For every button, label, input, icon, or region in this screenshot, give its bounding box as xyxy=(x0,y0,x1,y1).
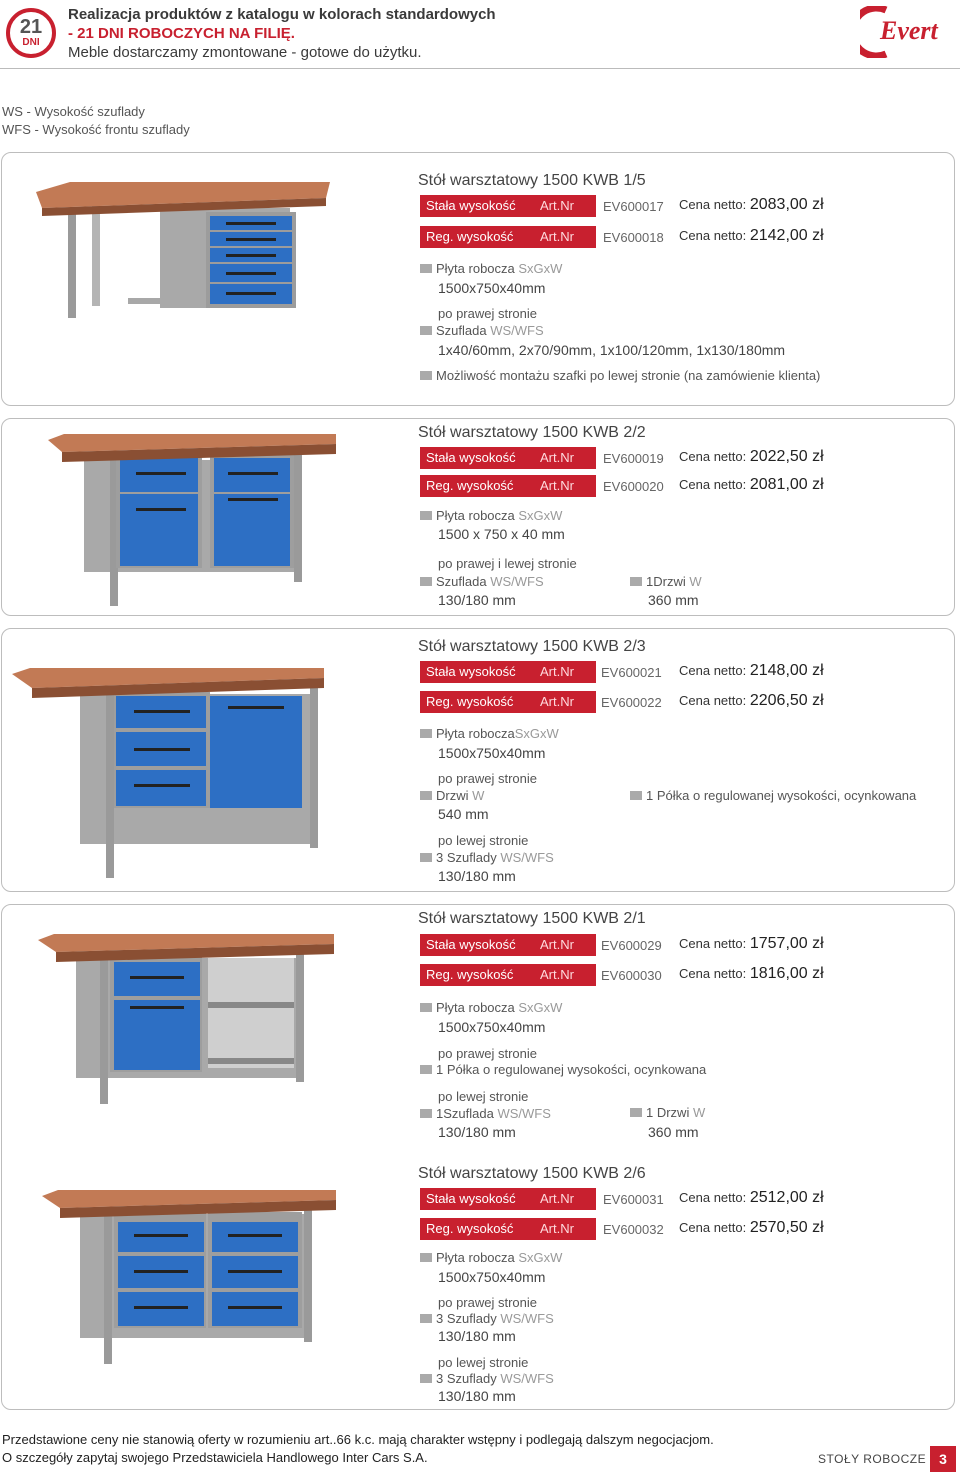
adjustable-height-badge xyxy=(420,1218,596,1240)
art-number-adjustable: EV600020 xyxy=(603,479,664,494)
worktop-dims: SxGxW xyxy=(518,1250,563,1265)
badge-unit: DNI xyxy=(22,37,40,48)
worktop-dims: SxGxW xyxy=(518,1000,563,1015)
door-dims: W xyxy=(692,1105,706,1120)
bullet-icon xyxy=(420,1065,432,1074)
bullet-icon xyxy=(420,1003,432,1012)
drawer-size: 130/180 mm xyxy=(438,868,516,884)
fixed-height-badge xyxy=(420,447,596,469)
price-label: Cena netto: xyxy=(679,936,747,951)
side-right-label: po prawej stronie xyxy=(438,1295,537,1310)
price-fixed xyxy=(679,448,824,466)
product-title: Stół warsztatowy 1500 KWB 1/5 xyxy=(418,172,646,189)
worktop-label: Płyta robocza xyxy=(436,726,515,741)
price-value: 2022,50 zł xyxy=(749,448,824,465)
shelf-text: 1 Półka o regulowanej wysokości, ocynkowana xyxy=(646,788,917,803)
bench-1-5-image xyxy=(30,180,360,320)
product-title: Stół warsztatowy 1500 KWB 2/6 xyxy=(418,1165,646,1182)
drawer-right-spec xyxy=(420,1311,554,1326)
drawer-spec xyxy=(420,1106,551,1121)
footer-contact: O szczegóły zapytaj swojego Przedstawiciela Handlowego Inter Cars S.A. xyxy=(2,1450,428,1465)
side-right-label: po prawej stronie xyxy=(438,771,537,786)
drawer-dims: WS/WFS xyxy=(490,323,544,338)
worktop-size: 1500x750x40mm xyxy=(438,280,546,296)
price-label: Cena netto: xyxy=(679,966,747,981)
worktop-spec xyxy=(420,1250,562,1265)
side-left-label: po lewej stronie xyxy=(438,1089,529,1104)
worktop-spec xyxy=(420,261,562,276)
adjustable-height-badge xyxy=(420,226,596,248)
product-title: Stół warsztatowy 1500 KWB 2/3 xyxy=(418,638,646,655)
side-left-label: po lewej stronie xyxy=(438,833,529,848)
worktop-dims: SxGxW xyxy=(514,726,559,741)
drawer-right-size: 130/180 mm xyxy=(438,1328,516,1344)
price-value: 2083,00 zł xyxy=(749,196,824,213)
worktop-label: Płyta robocza xyxy=(436,261,515,276)
legend-wfs: WFS - Wysokość frontu szuflady xyxy=(2,122,190,137)
bullet-icon xyxy=(420,577,432,586)
side-label: po prawej stronie xyxy=(438,306,537,321)
drawer-left-spec xyxy=(420,1371,554,1386)
door-label: 1 Drzwi xyxy=(646,1105,690,1120)
brand-name: Evert xyxy=(880,16,938,45)
drawer-label: 3 Szuflady xyxy=(436,1371,497,1386)
header-divider xyxy=(0,68,960,69)
drawer-left-size: 130/180 mm xyxy=(438,1388,516,1404)
adjustable-height-badge xyxy=(420,475,596,497)
product-title: Stół warsztatowy 1500 KWB 2/1 xyxy=(418,910,646,927)
adjustable-height-badge xyxy=(420,691,596,713)
price-value: 2206,50 zł xyxy=(749,692,824,709)
fixed-height-label: Stała wysokość xyxy=(426,937,516,952)
art-nr-label: Art.Nr xyxy=(540,1191,574,1206)
drawer-spec xyxy=(420,850,554,865)
art-nr-label: Art.Nr xyxy=(540,229,574,244)
price-fixed xyxy=(679,1189,824,1207)
drawer-size: 130/180 mm xyxy=(438,1124,516,1140)
price-value: 2142,00 zł xyxy=(749,227,824,244)
art-nr-label: Art.Nr xyxy=(540,198,574,213)
door-label: 1Drzwi xyxy=(646,574,686,589)
bullet-icon xyxy=(630,577,642,586)
worktop-label: Płyta robocza xyxy=(436,1000,515,1015)
art-nr-label: Art.Nr xyxy=(540,1221,574,1236)
bullet-icon xyxy=(420,371,432,380)
price-label: Cena netto: xyxy=(679,197,747,212)
worktop-size: 1500 x 750 x 40 mm xyxy=(438,526,565,542)
price-fixed xyxy=(679,662,824,680)
drawer-dims: WS/WFS xyxy=(500,1311,554,1326)
drawer-dims: WS/WFS xyxy=(500,1371,554,1386)
door-spec xyxy=(630,574,702,589)
bench-2-2-image xyxy=(44,432,354,610)
art-number-fixed: EV600031 xyxy=(603,1192,664,1207)
footer-section: STOŁY ROBOCZE xyxy=(818,1452,927,1466)
worktop-label: Płyta robocza xyxy=(436,1250,515,1265)
header-line-1: Realizacja produktów z katalogu w kolorach standardowych xyxy=(68,6,496,23)
price-label: Cena netto: xyxy=(679,449,747,464)
art-nr-label: Art.Nr xyxy=(540,450,574,465)
price-fixed xyxy=(679,196,824,214)
art-number-adjustable: EV600032 xyxy=(603,1222,664,1237)
price-value: 2148,00 zł xyxy=(749,662,824,679)
bullet-icon xyxy=(630,791,642,800)
side-right-label: po prawej stronie xyxy=(438,1046,537,1061)
art-number-fixed: EV600019 xyxy=(603,451,664,466)
bench-2-1-image xyxy=(36,932,346,1108)
price-value: 1757,00 zł xyxy=(749,935,824,952)
drawer-dims: WS/WFS xyxy=(497,1106,551,1121)
worktop-spec xyxy=(420,726,559,741)
art-nr-label: Art.Nr xyxy=(540,478,574,493)
worktop-spec xyxy=(420,1000,562,1015)
bullet-icon xyxy=(420,729,432,738)
fixed-height-badge xyxy=(420,1188,596,1210)
price-label: Cena netto: xyxy=(679,663,747,678)
bullet-icon xyxy=(420,1374,432,1383)
bench-2-3-image xyxy=(10,666,340,880)
drawer-dims: WS/WFS xyxy=(500,850,554,865)
bullet-icon xyxy=(420,264,432,273)
adj-height-label: Reg. wysokość xyxy=(426,967,514,982)
art-number-adjustable: EV600018 xyxy=(603,230,664,245)
door-size: 360 mm xyxy=(648,1124,699,1140)
price-label: Cena netto: xyxy=(679,228,747,243)
drawer-label: Szuflada xyxy=(436,323,487,338)
shelf-text: 1 Półka o regulowanej wysokości, ocynkowana xyxy=(436,1062,707,1077)
art-number-fixed: EV600017 xyxy=(603,199,664,214)
price-value: 2512,00 zł xyxy=(749,1189,824,1206)
worktop-label: Płyta robocza xyxy=(436,508,515,523)
worktop-spec xyxy=(420,508,562,523)
art-number-adjustable: EV600022 xyxy=(601,695,662,710)
price-label: Cena netto: xyxy=(679,477,747,492)
header-line-2: - 21 DNI ROBOCZYCH NA FILIĘ. xyxy=(68,25,295,42)
worktop-size: 1500x750x40mm xyxy=(438,745,546,761)
price-fixed xyxy=(679,935,824,953)
price-adjustable xyxy=(679,1219,824,1237)
bullet-icon xyxy=(630,1108,642,1117)
fixed-height-label: Stała wysokość xyxy=(426,664,516,679)
page-number: 3 xyxy=(930,1446,956,1472)
bullet-icon xyxy=(420,511,432,520)
door-spec xyxy=(420,788,484,803)
price-value: 2081,00 zł xyxy=(749,476,824,493)
bench-2-6-image xyxy=(40,1188,350,1368)
price-adjustable xyxy=(679,965,824,983)
adj-height-label: Reg. wysokość xyxy=(426,478,514,493)
page-header xyxy=(0,0,960,70)
fixed-height-label: Stała wysokość xyxy=(426,1191,516,1206)
fixed-height-label: Stała wysokość xyxy=(426,198,516,213)
price-value: 2570,50 zł xyxy=(749,1219,824,1236)
fixed-height-label: Stała wysokość xyxy=(426,450,516,465)
bullet-icon xyxy=(420,853,432,862)
price-label: Cena netto: xyxy=(679,693,747,708)
side-label: po prawej i lewej stronie xyxy=(438,556,577,571)
header-line-3: Meble dostarczamy zmontowane - gotowe do użytku. xyxy=(68,44,422,61)
bullet-icon xyxy=(420,326,432,335)
art-number-fixed: EV600021 xyxy=(601,665,662,680)
fixed-height-badge xyxy=(420,195,596,217)
drawer-label: 3 Szuflady xyxy=(436,1311,497,1326)
bullet-icon xyxy=(420,1253,432,1262)
adj-height-label: Reg. wysokość xyxy=(426,229,514,244)
footer-disclaimer: Przedstawione ceny nie stanowią oferty w rozumieniu art..66 k.c. mają charakter wstępny i podlegają dalszym negocjacjom. xyxy=(2,1432,714,1447)
door-dims: W xyxy=(472,788,485,803)
drawer-spec xyxy=(420,574,544,589)
legend-ws: WS - Wysokość szuflady xyxy=(2,104,145,119)
bullet-icon xyxy=(420,1109,432,1118)
door-label: Drzwi xyxy=(436,788,469,803)
bullet-icon xyxy=(420,1314,432,1323)
worktop-dims: SxGxW xyxy=(518,508,563,523)
drawer-label: Szuflada xyxy=(436,574,487,589)
worktop-size: 1500x750x40mm xyxy=(438,1019,546,1035)
shelf-spec xyxy=(420,1062,706,1077)
adj-height-label: Reg. wysokość xyxy=(426,1221,514,1236)
worktop-dims: SxGxW xyxy=(518,261,563,276)
price-adjustable xyxy=(679,692,824,710)
price-value: 1816,00 zł xyxy=(749,965,824,982)
bullet-icon xyxy=(420,791,432,800)
shelf-spec xyxy=(630,788,916,803)
price-label: Cena netto: xyxy=(679,1220,747,1235)
worktop-size: 1500x750x40mm xyxy=(438,1269,546,1285)
mounting-note xyxy=(420,368,820,383)
art-nr-label: Art.Nr xyxy=(540,937,574,952)
art-number-adjustable: EV600030 xyxy=(601,968,662,983)
badge-number: 21 xyxy=(19,16,43,38)
drawer-sizes: 1x40/60mm, 2x70/90mm, 1x100/120mm, 1x130/180mm xyxy=(438,342,786,358)
art-nr-label: Art.Nr xyxy=(540,694,574,709)
drawer-spec xyxy=(420,323,544,338)
drawer-size: 130/180 mm xyxy=(438,592,516,608)
door-dims: W xyxy=(689,574,702,589)
door-size: 360 mm xyxy=(648,592,699,608)
side-left-label: po lewej stronie xyxy=(438,1355,529,1370)
door-size: 540 mm xyxy=(438,806,489,822)
art-nr-label: Art.Nr xyxy=(540,664,574,679)
art-number-fixed: EV600029 xyxy=(601,938,662,953)
note-text: Możliwość montażu szafki po lewej stronie (na zamówienie klienta) xyxy=(436,368,821,383)
product-title: Stół warsztatowy 1500 KWB 2/2 xyxy=(418,424,646,441)
price-adjustable xyxy=(679,476,824,494)
drawer-label: 3 Szuflady xyxy=(436,850,497,865)
door-spec xyxy=(630,1105,705,1120)
21-days-badge xyxy=(6,8,56,58)
adj-height-label: Reg. wysokość xyxy=(426,694,514,709)
art-nr-label: Art.Nr xyxy=(540,967,574,982)
fixed-height-badge xyxy=(420,934,596,956)
adjustable-height-badge xyxy=(420,964,596,986)
fixed-height-badge xyxy=(420,661,596,683)
drawer-dims: WS/WFS xyxy=(490,574,544,589)
drawer-label: 1Szuflada xyxy=(436,1106,494,1121)
price-adjustable xyxy=(679,227,824,245)
price-label: Cena netto: xyxy=(679,1190,747,1205)
